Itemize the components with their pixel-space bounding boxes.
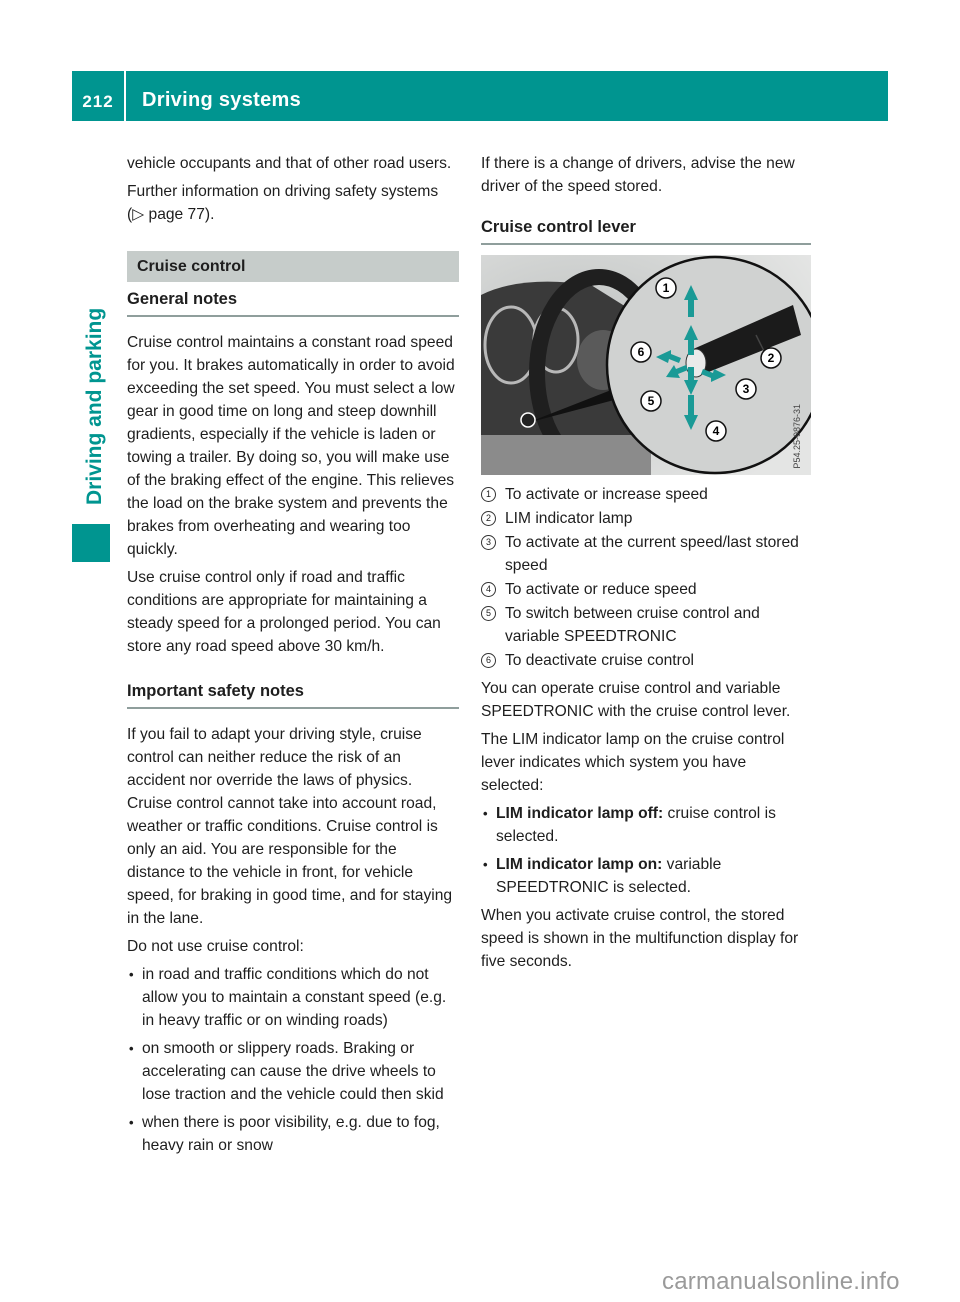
intro-text: If there is a change of drivers, advise the new driver of the speed stored. xyxy=(481,155,795,195)
callout-number-icon: 2 xyxy=(481,511,496,526)
callout-2 xyxy=(761,348,781,368)
bullet-icon: • xyxy=(129,1115,134,1130)
legend-item xyxy=(481,507,811,530)
legend-text: To deactivate cruise control xyxy=(505,652,694,669)
bullet-icon: • xyxy=(129,967,134,982)
general-notes-heading: General notes xyxy=(127,288,459,317)
watermark: carmanualsonline.info xyxy=(662,1268,900,1295)
chapter-title: Driving systems xyxy=(142,89,302,111)
seat-shape xyxy=(481,435,651,475)
lever-marker xyxy=(521,413,535,427)
bullet-icon: • xyxy=(483,806,488,821)
callout-legend xyxy=(481,483,811,672)
side-tab-marker xyxy=(72,524,110,562)
general-notes-paragraph: Cruise control maintains a constant road speed for you. It brakes automatically in order to avoid exceeding the set speed. You must select a low gear in good time on long and steep downhill gradients, especially if the vehicle is laden or towing a trailer. By doing so, you will make use of the braking effect of the engine. This relieves the load on the brake system and prevents the brakes from overheating and wearing too quickly. xyxy=(127,334,455,558)
callout-number: 1 xyxy=(662,281,670,295)
callout-4 xyxy=(706,421,726,441)
callout-number: 6 xyxy=(637,345,645,359)
legend-text: To activate or reduce speed xyxy=(505,581,697,598)
legend-item xyxy=(481,602,811,648)
lim-state-list xyxy=(481,802,811,899)
legend-text: LIM indicator lamp xyxy=(505,510,633,527)
legend-text: To activate at the current speed/last stored speed xyxy=(505,534,799,574)
general-notes-paragraph: Use cruise control only if road and traffic conditions are appropriate for maintaining a steady speed for a prolonged period. You can store any road speed above 30 km/h. xyxy=(127,569,441,655)
figure-code: P54.25-9876-31 xyxy=(792,404,802,469)
left-column xyxy=(127,152,459,1162)
list-intro: Do not use cruise control: xyxy=(127,938,304,955)
state-text: variable SPEEDTRONIC is selected. xyxy=(496,856,722,896)
callout-number: 2 xyxy=(767,351,775,365)
callout-number-icon: 1 xyxy=(481,487,496,502)
legend-text: To activate or increase speed xyxy=(505,486,708,503)
callout-number: 3 xyxy=(742,382,750,396)
callout-number-icon: 6 xyxy=(481,653,496,668)
list-item xyxy=(127,963,459,1032)
callout-number-icon: 5 xyxy=(481,606,496,621)
safety-notes-heading: Important safety notes xyxy=(127,680,459,709)
lever-paragraph: You can operate cruise control and variable SPEEDTRONIC with the cruise control lever. xyxy=(481,680,791,720)
callout-number: 4 xyxy=(712,424,720,438)
lever-paragraph: The LIM indicator lamp on the cruise control lever indicates which system you have selected: xyxy=(481,731,785,794)
closing-paragraph: When you activate cruise control, the stored speed is shown in the multifunction display for five seconds. xyxy=(481,907,799,970)
lever-heading: Cruise control lever xyxy=(481,216,811,245)
legend-item xyxy=(481,578,811,601)
list-item-text: on smooth or slippery roads. Braking or accelerating can cause the drive wheels to lose traction and the vehicle could then skid xyxy=(142,1040,444,1103)
lever-illustration xyxy=(481,255,811,475)
warning-list xyxy=(127,963,459,1157)
callout-3 xyxy=(736,379,756,399)
legend-item xyxy=(481,649,811,672)
callout-5 xyxy=(641,391,661,411)
bullet-icon: • xyxy=(129,1041,134,1056)
callout-number-icon: 4 xyxy=(481,582,496,597)
section-title: Cruise control xyxy=(127,251,459,282)
intro-text: vehicle occupants and that of other road users. xyxy=(127,155,452,172)
safety-notes-paragraph: If you fail to adapt your driving style, cruise control can neither reduce the risk of an accident nor override the laws of physics. Cruise control cannot take into account road, weather or traffic conditions. Cruise control is only an aid. You are responsible for the distance to the vehicle in front, for vehicle speed, for braking in good time, and for staying in the lane. xyxy=(127,726,453,927)
list-item xyxy=(481,853,811,899)
legend-item xyxy=(481,531,811,577)
callout-6 xyxy=(631,342,651,362)
legend-item xyxy=(481,483,811,506)
bullet-icon: • xyxy=(483,857,488,872)
side-tab-label: Driving and parking xyxy=(83,307,106,505)
list-item xyxy=(127,1111,459,1157)
right-column xyxy=(481,152,811,978)
page-number: 212 xyxy=(72,71,126,121)
legend-text: To switch between cruise control and variable SPEEDTRONIC xyxy=(505,605,760,645)
page-reference[interactable]: Further information on driving safety systems (▷ page 77). xyxy=(127,183,439,223)
cruise-control-lever-figure xyxy=(481,255,811,475)
callout-1 xyxy=(656,278,676,298)
callout-number-icon: 3 xyxy=(481,535,496,550)
list-item-text: when there is poor visibility, e.g. due to fog, heavy rain or snow xyxy=(142,1114,440,1154)
list-item xyxy=(481,802,811,848)
page-header xyxy=(72,71,888,121)
state-label: LIM indicator lamp on: xyxy=(496,856,663,873)
callout-number: 5 xyxy=(647,394,655,408)
state-label: LIM indicator lamp off: xyxy=(496,805,664,822)
list-item xyxy=(127,1037,459,1106)
state-text: cruise control is selected. xyxy=(496,805,776,845)
list-item-text: in road and traffic conditions which do not allow you to maintain a constant speed (e.g. in heavy traffic or on winding roads) xyxy=(142,966,447,1029)
